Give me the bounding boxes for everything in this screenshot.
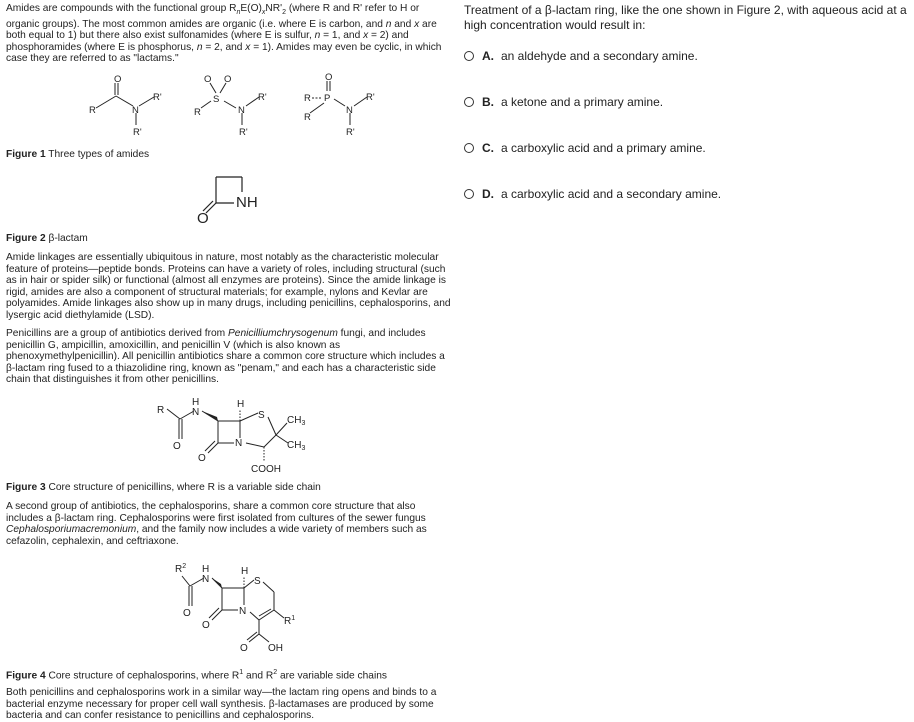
answer-option-b[interactable] <box>464 95 663 109</box>
fig1-r-3b: R <box>304 112 311 123</box>
fig1-rprime-2b: R' <box>239 127 248 138</box>
fig1-nitrogen-3: N <box>346 105 353 116</box>
option-b-text: a ketone and a primary amine. <box>501 95 664 109</box>
fig3-cooh: COOH <box>251 464 281 475</box>
fig3-oxygen-2: O <box>198 453 206 464</box>
fig4-r1: $R^1$ <box>284 615 296 627</box>
figure-1-amides-diagram <box>86 73 386 148</box>
figure-2-beta-lactam-diagram <box>186 163 286 228</box>
radio-c[interactable] <box>464 143 474 153</box>
fig1-sulfur: S <box>213 94 220 105</box>
figure-3-caption: Figure 3 Core structure of penicillins, where R is a variable side chain <box>6 482 321 493</box>
fig4-nitrogen-1: N <box>202 574 210 585</box>
option-c-letter: C. <box>482 141 494 155</box>
fig1-oxygen-3: O <box>325 73 333 83</box>
fig1-rprime-1a: R' <box>153 92 162 103</box>
fig1-rprime-2a: R' <box>258 92 267 103</box>
fig2-nh: NH <box>236 194 258 211</box>
passage-paragraph-1: Amides are compounds with the functional group $R_nE(O)_xNR'_2$ (where R and R' refer to H or organic groups). The most common amides are organic (i.e. where E is carbon, and n and x are both equal to 1) but there also exist sulfonamides (where E is sulfur, n = 1, and x = 2) and phosphoramides (where E is phosphorus, n = 2, and x = 1). Amides may even be cyclic, in which case they are referred to as "lactams." <box>6 3 442 65</box>
fig3-r: R <box>157 405 165 416</box>
radio-b[interactable] <box>464 97 474 107</box>
fig3-nitrogen-2: N <box>235 438 243 449</box>
fig1-oxygen-2a: O <box>204 74 212 85</box>
figure-2-caption: Figure 2 β-lactam <box>6 233 88 244</box>
radio-a[interactable] <box>464 51 474 61</box>
fig3-ch3-1: $CH_3$ <box>287 415 306 427</box>
figure-1-caption: Figure 1 Three types of amides <box>6 149 150 160</box>
answer-option-c[interactable] <box>464 141 706 155</box>
passage-paragraph-4: A second group of antibiotics, the cephalosporins, share a common core structure that also includes a β-lactam ring. Cephalosporins were first isolated from cultures of the sewer fungus Cephalosporiumacremonium, and the family now includes a wide variety of members such as cefazolin, cephalexin, and ceftriaxone. <box>6 501 427 547</box>
radio-d[interactable] <box>464 189 474 199</box>
figure-4-caption: Figure 4 Core structure of cephalosporins, where $R^1$ and $R^2$ are variable side chains <box>6 669 387 682</box>
fig3-h-2: H <box>237 399 245 410</box>
figure-3-penicillin-core-diagram <box>154 391 324 479</box>
question-panel <box>464 3 910 201</box>
fig1-rprime-3b: R' <box>346 127 355 138</box>
option-d-text: a carboxylic acid and a secondary amine. <box>501 187 722 201</box>
fig1-nitrogen-1: N <box>132 105 139 116</box>
fig1-nitrogen-2: N <box>238 105 245 116</box>
fig1-rprime-1b: R' <box>133 127 142 138</box>
fig4-nitrogen-2: N <box>239 606 247 617</box>
passage-paragraph-3: Penicillins are a group of antibiotics derived from Penicilliumchrysogenum fungi, and includes penicillin G, ampicillin, amoxicillin, and penicillin V (which is also known as phenoxymethylpenicillin). All penicillin antibiotics share a common core structure which includes a β-lactam ring fused to a thiazolidine ring, known as "penam," and each has a characteristic side chain that distinguishes it from other penicillins. <box>6 328 445 385</box>
fig1-r-3a: R <box>304 93 311 104</box>
question-stem: Treatment of a β-lactam ring, like the one shown in Figure 2, with aqueous acid at a high concentration would result in: <box>464 3 907 32</box>
passage-paragraph-5: Both penicillins and cephalosporins work in a similar way—the lactam ring opens and binds to a bacterial enzyme necessary for proper cell wall synthesis. β-lactamases are produced by some bacteria and can confer resistance to penicillins and cephalosporins. <box>6 687 437 721</box>
option-d-letter: D. <box>482 187 494 201</box>
answer-option-a[interactable] <box>464 49 698 63</box>
passage-paragraph-2: Amide linkages are essentially ubiquitous in nature, most notably as the characteristic molecular feature of proteins—peptide bonds. Proteins can have a variety of roles, including structural (such as in hair or spider silk) or functional (almost all enzymes are proteins). Since the amide linkage is rigid, amides are also a component of structural materials; for example, nylons and Kevlar are polyamides. Amide linkages also show up in many drugs, including penicillins, cephalosporins, and lysergic acid diethylamide (LSD). <box>6 252 451 321</box>
fig1-phosphorus: P <box>324 93 331 104</box>
fig3-nitrogen-1: N <box>192 407 200 418</box>
fig4-h-1: H <box>202 564 210 575</box>
fig4-oxygen-2: O <box>202 620 210 631</box>
fig2-oxygen: O <box>197 210 209 227</box>
option-b-letter: B. <box>482 95 494 109</box>
figure-4-cephalosporin-core-diagram <box>164 558 304 660</box>
fig1-rprime-3a: R' <box>366 92 375 103</box>
fig3-h-1: H <box>192 397 200 408</box>
option-c-text: a carboxylic acid and a primary amine. <box>501 141 706 155</box>
fig1-oxygen-2b: O <box>224 74 232 85</box>
fig1-r-1: R <box>89 105 96 116</box>
fig4-oxygen-1: O <box>183 608 191 619</box>
fig4-h-2: H <box>241 566 249 577</box>
fig4-sulfur: S <box>254 576 261 587</box>
fig4-oxygen-3: O <box>240 643 248 654</box>
answer-option-d[interactable] <box>464 187 721 201</box>
fig1-oxygen-1: O <box>114 74 122 85</box>
fig3-ch3-2: $CH_3$ <box>287 440 306 452</box>
option-a-text: an aldehyde and a secondary amine. <box>501 49 698 63</box>
option-a-letter: A. <box>482 49 494 63</box>
fig4-r2: $R^2$ <box>175 563 187 575</box>
fig4-hydroxyl: OH <box>268 643 283 654</box>
fig3-sulfur: S <box>258 410 265 421</box>
fig3-oxygen-1: O <box>173 441 181 452</box>
fig1-r-2: R <box>194 107 201 118</box>
